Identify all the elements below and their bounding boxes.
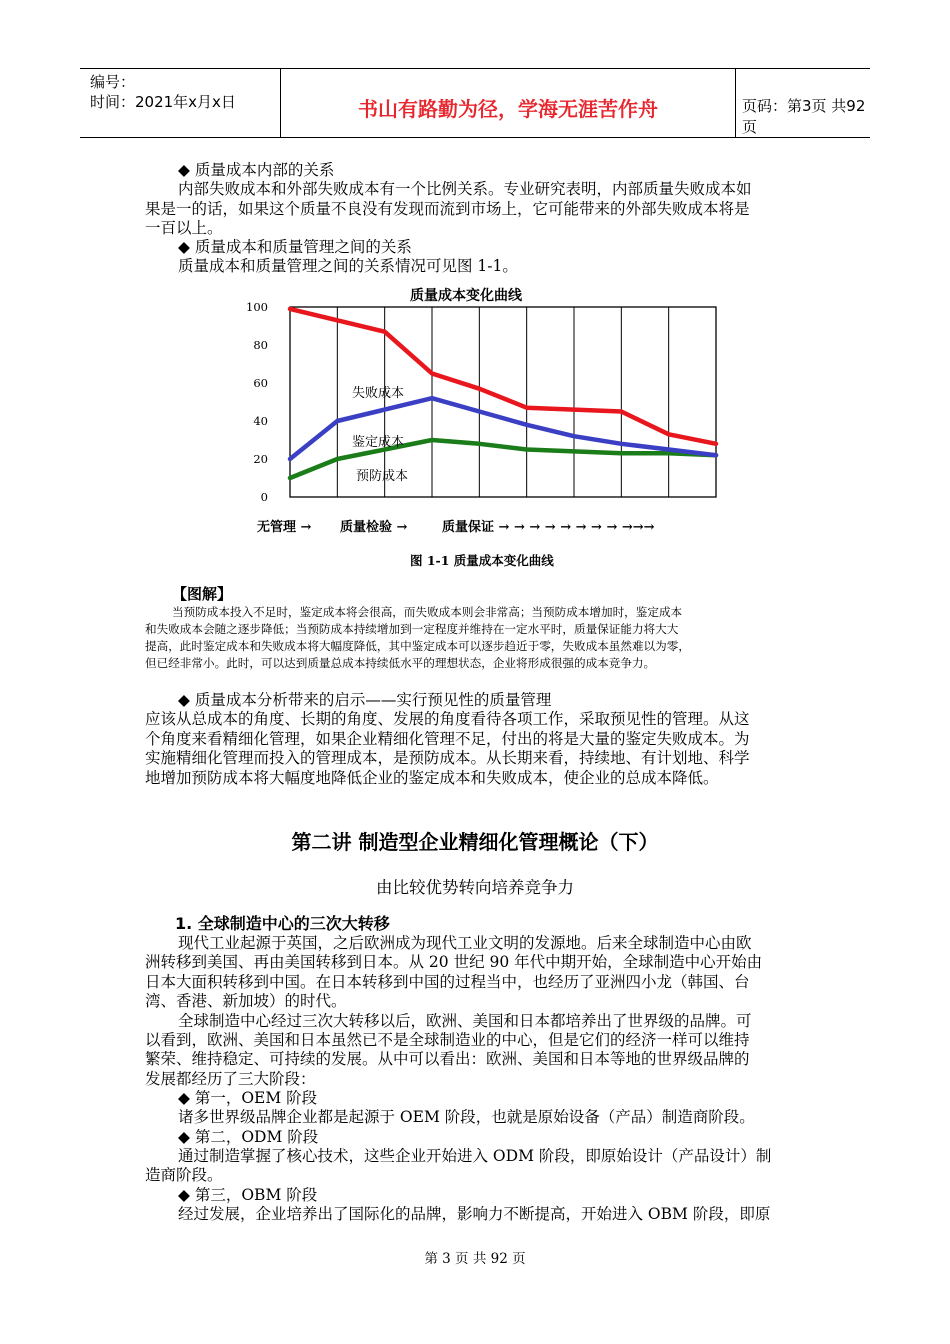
- time-label: 时间：2021年x月x日: [90, 93, 236, 111]
- section-heading: 1. 全球制造中心的三次大转移: [175, 914, 390, 933]
- section-line: 通过制造掌握了核心技术，这些企业开始进入 ODM 阶段，即原始设计（产品设计）制: [178, 1147, 772, 1165]
- page-info: 页码：第3页 共92页: [742, 97, 866, 136]
- insight-text-4: 地增加预防成本将大幅度地降低企业的鉴定成本和失败成本，使企业的总成本降低。: [145, 769, 719, 787]
- y-tick-20: 20: [253, 452, 268, 466]
- section-title: 第二讲 制造型企业精细化管理概论（下）: [291, 830, 659, 854]
- section-line: 繁荣、维持稳定、可持续的发展。从中可以看出：欧洲、美国和日本等地的世界级品牌的: [145, 1050, 750, 1068]
- number-label: 编号：: [90, 73, 136, 91]
- intro-bullet-1: ◆ 质量成本内部的关系: [178, 161, 335, 179]
- intro-text-2: 果是一的话，如果这个质量不良没有发现而流到市场上，它可能带来的外部失败成本将是: [145, 200, 750, 218]
- section-bullet-odm: ◆ 第二，ODM 阶段: [178, 1128, 319, 1146]
- section-line: 诸多世界级品牌企业都是起源于 OEM 阶段，也就是原始设备（产品）制造商阶段。: [178, 1108, 755, 1126]
- series-line-0: [290, 309, 716, 444]
- section-line: 发展都经历了三大阶段：: [145, 1070, 316, 1088]
- section-line: 湾、香港、新加坡）的时代。: [145, 992, 347, 1010]
- section-bullet-obm: ◆ 第三，OBM 阶段: [178, 1186, 318, 1204]
- section-bullet-oem: ◆ 第一，OEM 阶段: [178, 1089, 318, 1107]
- insight-bullet: ◆ 质量成本分析带来的启示——实行预见性的质量管理: [178, 691, 552, 709]
- explain-line-1: 当预防成本投入不足时，鉴定成本将会很高，而失败成本则会非常高；当预防成本增加时，鉴定成本: [172, 605, 683, 619]
- intro-text-1: 内部失败成本和外部失败成本有一个比例关系。专业研究表明，内部质量失败成本如: [178, 180, 752, 198]
- y-tick-60: 60: [253, 376, 268, 390]
- section-line: 日本大面积转移到中国。在日本转移到中国的过程当中，也经历了亚洲四小龙（韩国、台: [145, 973, 750, 991]
- section-subtitle: 由比较优势转向培养竞争力: [376, 878, 574, 897]
- insight-text-3: 实施精细化管理而投入的管理成本，是预防成本。从长期来看，持续地、有计划地、科学: [145, 749, 750, 767]
- section-line: 经过发展，企业培养出了国际化的品牌，影响力不断提高，开始进入 OBM 阶段，即原: [178, 1205, 771, 1223]
- section-line: 现代工业起源于英国，之后欧洲成为现代工业文明的发源地。后来全球制造中心由欧: [178, 934, 752, 952]
- chart-title: 质量成本变化曲线: [410, 288, 522, 304]
- explain-line-3: 提高，此时鉴定成本和失败成本将大幅度降低，其中鉴定成本可以逐步趋近于零，失败成本虽然难以为零，: [145, 639, 690, 653]
- chart-caption: 图 1-1 质量成本变化曲线: [410, 553, 554, 568]
- series-label-prevention: 预防成本: [356, 469, 409, 484]
- x-stage-1: 无管理 →: [257, 520, 312, 535]
- insight-text-2: 个角度来看精细化管理，如果企业精细化管理不足，付出的将是大量的鉴定失败成本。为: [145, 730, 750, 748]
- x-stage-3: 质量保证 → → → → → → → → →→→: [442, 520, 655, 535]
- page-footer: 第 3 页 共 92 页: [424, 1251, 526, 1267]
- section-line: 造商阶段。: [145, 1166, 223, 1184]
- insight-text-1: 应该从总成本的角度、长期的角度、发展的角度看待各项工作，采取预见性的管理。从这: [145, 710, 750, 728]
- series-label-failure: 失败成本: [352, 386, 405, 401]
- intro-text-3: 一百以上。: [145, 219, 223, 237]
- y-tick-100: 100: [246, 300, 268, 314]
- y-tick-40: 40: [253, 414, 268, 428]
- y-tick-0: 0: [260, 490, 268, 504]
- plot-frame: [290, 307, 716, 497]
- y-tick-80: 80: [253, 338, 268, 352]
- motto: 书山有路勤为径，学海无涯苦作舟: [358, 97, 658, 121]
- series-label-appraisal: 鉴定成本: [352, 435, 405, 450]
- explain-line-4: 但已经非常小。此时，可以达到质量总成本持续低水平的理想状态，企业将形成很强的成本竞争力。: [145, 656, 656, 670]
- explain-line-2: 和失败成本会随之逐步降低；当预防成本持续增加到一定程度并维持在一定水平时，质量保证能力将大大: [145, 622, 679, 636]
- section-line: 以看到，欧洲、美国和日本虽然已不是全球制造业的中心，但是它们的经济一样可以维持: [145, 1031, 750, 1049]
- intro-bullet-2: ◆ 质量成本和质量管理之间的关系: [178, 238, 412, 256]
- x-stage-2: 质量检验 →: [340, 520, 408, 535]
- section-line: 全球制造中心经过三次大转移以后，欧洲、美国和日本都培养出了世界级的品牌。可: [178, 1012, 752, 1030]
- intro-text-4: 质量成本和质量管理之间的关系情况可见图 1-1。: [178, 257, 518, 275]
- section-line: 洲转移到美国、再由美国转移到日本。从 20 世纪 90 年代中期开始，全球制造中心开始由: [145, 953, 763, 971]
- explain-heading: 【图解】: [172, 585, 233, 603]
